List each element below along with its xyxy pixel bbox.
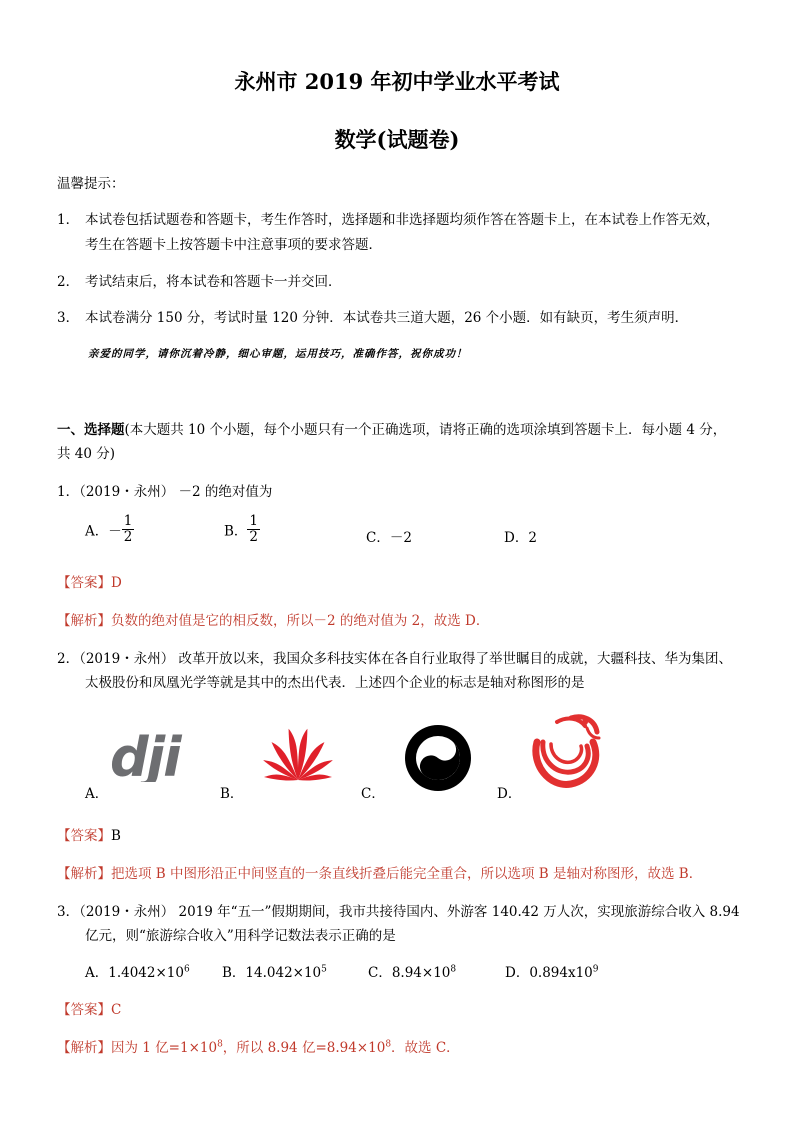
q1-a-numerator: 1	[123, 513, 133, 529]
dji-logo-text: dji	[110, 730, 180, 782]
q3-a-base: A．1.4042×10	[85, 965, 184, 981]
q1-option-a-label: A．－	[85, 523, 122, 540]
q1-option-c: C．－2	[366, 530, 412, 546]
q3-b-base: B．14.042×10	[222, 965, 322, 981]
section-desc-1: (本大题共 10 个小题，每个小题只有一个正确选项，请将正确的选项涂填到答题卡上．每小题 4 分，	[124, 422, 727, 438]
q3-analysis	[57, 1036, 460, 1056]
tip-1-num: 1．	[57, 212, 80, 228]
q3-answer-value: C	[111, 1002, 122, 1018]
tip-2-line1: 考试结束后，将本试卷和答题卡一并交回．	[85, 274, 342, 290]
tips-heading: 温馨提示：	[57, 176, 125, 192]
q1-b-numerator: 1	[249, 513, 259, 529]
dji-logo	[108, 730, 220, 782]
q3-analysis-e2: 8	[385, 1039, 392, 1050]
q2-analysis-tag: 【解析】	[57, 866, 111, 882]
q2-answer-value: B	[111, 828, 121, 844]
huawei-logo	[256, 722, 340, 784]
q1-answer-tag: 【答案】	[57, 575, 111, 591]
q1-a-denominator: 2	[123, 528, 133, 545]
q3-a-exp: 6	[183, 964, 190, 975]
tip-3-num: 3．	[57, 310, 80, 326]
q2-answer-tag: 【答案】	[57, 828, 111, 844]
exam-title: 永州市 2019 年初中学业水平考试	[234, 69, 560, 94]
q2-option-b: B．	[220, 786, 244, 802]
q3-analysis-p1: 因为 1 亿=1×10	[111, 1040, 218, 1056]
q3-c-base: C．8.94×10	[368, 965, 451, 981]
q2-line2: 太极股份和凤凰光学等就是其中的杰出代表．上述四个企业的标志是轴对称图形的是	[85, 675, 585, 691]
q3-analysis-p3: ．故选 C．	[391, 1040, 460, 1056]
q1-answer-value: D	[111, 575, 122, 591]
q3-line2: 亿元，则“旅游综合收入”用科学记数法表示正确的是	[85, 928, 396, 944]
q1-option-a-fraction	[122, 514, 135, 545]
q3-d-base: D．0.894x10	[505, 965, 593, 981]
section-desc-2: 共 40 分)	[57, 446, 116, 462]
q1-option-b-label: B．	[224, 523, 248, 540]
q1-b-denominator: 2	[249, 528, 259, 545]
q3-option-c	[368, 961, 456, 981]
motto: 亲爱的同学，请你沉着冷静，细心审题，运用技巧，准确作答，祝你成功！	[88, 348, 468, 360]
q3-option-a	[85, 961, 190, 981]
q1-stem: 1．（2019・永州） －2 的绝对值为	[57, 484, 273, 500]
q1-option-b	[224, 514, 260, 545]
tip-2-num: 2．	[57, 274, 80, 290]
q1-answer	[57, 571, 122, 591]
tip-3-line1: 本试卷满分 150 分，考试时量 120 分钟．本试卷共三道大题，26 个小题．如有缺页，考生须声明．	[85, 310, 689, 326]
q2-analysis-text: 把选项 B 中图形沿正中间竖直的一条直线折叠后能完全重合，所以选项 B 是轴对称图形，故选 B．	[111, 866, 703, 882]
q3-analysis-p2: ，所以 8.94 亿=8.94×10	[222, 1040, 386, 1056]
q2-answer	[57, 824, 121, 844]
phoenix-logo	[527, 712, 607, 792]
q3-analysis-tag: 【解析】	[57, 1040, 111, 1056]
q3-option-b	[222, 961, 327, 981]
q2-option-c: C．	[361, 786, 385, 802]
q1-analysis-text: 负数的绝对值是它的相反数，所以－2 的绝对值为 2，故选 D．	[111, 613, 490, 629]
tip-1-line2: 考生在答题卡上按答题卡中注意事项的要求答题．	[85, 237, 382, 253]
section-label: 一、选择题	[57, 422, 125, 438]
q2-analysis	[57, 862, 702, 882]
q3-d-exp: 9	[592, 964, 599, 975]
q1-option-b-fraction	[247, 514, 260, 545]
q3-answer	[57, 998, 121, 1018]
q3-option-d	[505, 961, 599, 981]
q3-line1: 3．（2019・永州） 2019 年“五一”假期期间，我市共接待国内、外游客 140.42 万人次，实现旅游综合收入 8.94	[57, 904, 740, 920]
q3-analysis-e1: 8	[217, 1039, 223, 1050]
q3-b-exp: 5	[321, 964, 327, 975]
q2-option-d: D．	[497, 786, 522, 802]
q2-option-a: A．	[85, 786, 109, 802]
q3-answer-tag: 【答案】	[57, 1002, 111, 1018]
q1-analysis-tag: 【解析】	[57, 613, 111, 629]
q1-option-a	[85, 514, 134, 545]
q3-c-exp: 8	[450, 964, 457, 975]
q1-analysis	[57, 609, 489, 629]
tip-1-line1: 本试卷包括试题卷和答题卡，考生作答时，选择题和非选择题均须作答在答题卡上，在本试卷上作答无效，	[85, 212, 720, 228]
q1-option-d: D．2	[504, 530, 537, 546]
exam-subtitle: 数学(试题卷)	[334, 127, 460, 152]
taiji-logo	[403, 723, 473, 793]
q2-line1: 2．（2019・永州） 改革开放以来，我国众多科技实体在各自行业取得了举世瞩目的成就，大疆科技、华为集团、	[57, 651, 732, 667]
section-heading	[57, 418, 726, 438]
